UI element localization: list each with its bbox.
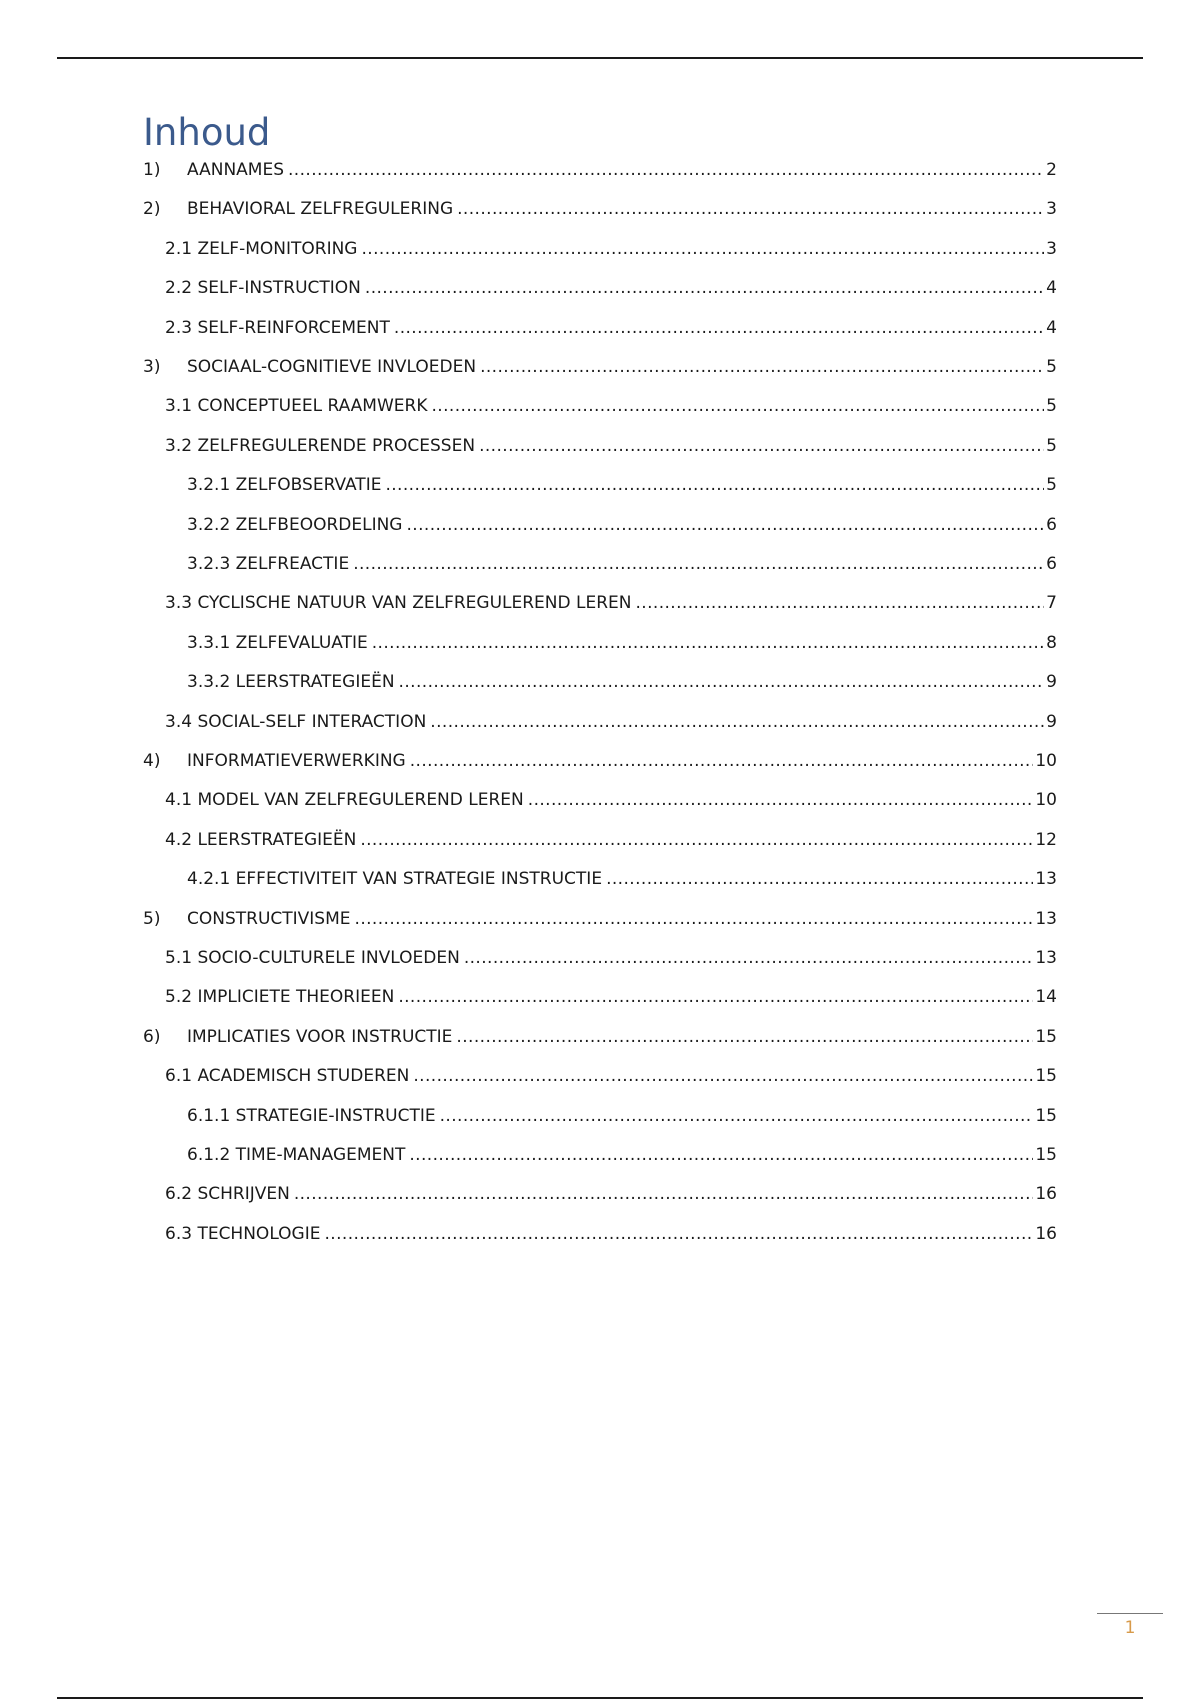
toc-entry-title: 6.3 TECHNOLOGIE xyxy=(165,1223,321,1244)
toc-entry-number: 3) xyxy=(143,357,161,377)
toc-entry-page: 3 xyxy=(1046,238,1057,259)
toc-dot-leader xyxy=(413,1064,1033,1088)
toc-entry-page: 16 xyxy=(1035,1223,1057,1244)
toc-entry-number: 4) xyxy=(143,751,161,771)
toc-entry[interactable] xyxy=(165,828,1057,852)
toc-entry[interactable] xyxy=(165,1182,1057,1206)
toc-entry[interactable] xyxy=(165,788,1057,812)
toc-entry-title: 5.1 SOCIO-CULTURELE INVLOEDEN xyxy=(165,948,460,968)
toc-entry-page: 5 xyxy=(1046,396,1057,417)
toc-dot-leader xyxy=(409,1143,1033,1167)
toc-entry-title: 3.2.3 ZELFREACTIE xyxy=(187,554,350,574)
toc-entry[interactable] xyxy=(165,946,1057,970)
toc-dot-leader xyxy=(294,1182,1034,1206)
toc-entry-title: 6.1.2 TIME-MANAGEMENT xyxy=(187,1145,406,1165)
toc-entry[interactable] xyxy=(165,316,1057,340)
toc-entry-title: 6.1.1 STRATEGIE-INSTRUCTIE xyxy=(187,1105,436,1126)
toc-dot-leader xyxy=(440,1104,1034,1128)
toc-entry[interactable] xyxy=(143,197,1057,221)
toc-title: Inhoud xyxy=(143,111,271,154)
toc-entry-title: 2.2 SELF-INSTRUCTION xyxy=(165,278,361,299)
toc-entry-page: 13 xyxy=(1035,948,1057,968)
toc-entry[interactable] xyxy=(187,1143,1057,1167)
toc-entry-page: 2 xyxy=(1046,160,1057,180)
toc-dot-leader xyxy=(353,552,1044,576)
toc-entry-title: 3.2 ZELFREGULERENDE PROCESSEN xyxy=(165,435,476,456)
toc-dot-leader xyxy=(360,828,1033,852)
toc-entry[interactable] xyxy=(165,276,1057,300)
toc-entry-page: 9 xyxy=(1046,711,1057,732)
toc-entry[interactable] xyxy=(165,237,1057,261)
toc-entry-page: 15 xyxy=(1035,1105,1057,1126)
toc-dot-leader xyxy=(394,316,1044,340)
toc-entry-title: CONSTRUCTIVISME xyxy=(187,908,351,929)
toc-entry-title: 4.2.1 EFFECTIVITEIT VAN STRATEGIE INSTRUCTIE xyxy=(187,869,603,890)
toc-dot-leader xyxy=(456,1025,1033,1049)
toc-entry-title: 5.2 IMPLICIETE THEORIEEN xyxy=(165,987,395,1008)
toc-entry[interactable] xyxy=(165,1064,1057,1088)
toc-entry-page: 15 xyxy=(1035,1145,1057,1165)
toc-dot-leader xyxy=(479,434,1044,458)
toc-entry-page: 13 xyxy=(1035,869,1057,890)
toc-entry-page: 7 xyxy=(1046,593,1057,614)
toc-entry-page: 4 xyxy=(1046,278,1057,299)
toc-entry-number: 1) xyxy=(143,160,161,180)
toc-entry-title: 3.4 SOCIAL-SELF INTERACTION xyxy=(165,711,427,732)
toc-entry-page: 15 xyxy=(1035,1066,1057,1087)
toc-entry-title: 3.3 CYCLISCHE NATUUR VAN ZELFREGULEREND LEREN xyxy=(165,593,632,614)
toc-dot-leader xyxy=(430,710,1044,734)
page-number-rule xyxy=(1097,1613,1163,1614)
toc-entry-title: BEHAVIORAL ZELFREGULERING xyxy=(187,199,454,220)
toc-entry[interactable] xyxy=(165,434,1057,458)
toc-dot-leader xyxy=(361,237,1044,261)
toc-entry[interactable] xyxy=(143,158,1057,182)
toc-entry[interactable] xyxy=(187,1104,1057,1128)
toc-entry-title: 3.2.1 ZELFOBSERVATIE xyxy=(187,475,382,496)
toc-dot-leader xyxy=(457,197,1044,221)
toc-entry[interactable] xyxy=(143,355,1057,379)
toc-dot-leader xyxy=(399,670,1045,694)
toc-entry[interactable] xyxy=(165,591,1057,615)
toc-entry[interactable] xyxy=(165,985,1057,1009)
toc-dot-leader xyxy=(528,788,1034,812)
toc-entry-number: 6) xyxy=(143,1026,161,1047)
toc-dot-leader xyxy=(365,276,1044,300)
toc-entry-page: 10 xyxy=(1035,751,1057,771)
toc-entry-page: 14 xyxy=(1035,987,1057,1008)
toc-entry[interactable] xyxy=(143,749,1057,773)
toc-entry-page: 5 xyxy=(1046,435,1057,456)
toc-dot-leader xyxy=(372,631,1044,655)
toc-entry-title: AANNAMES xyxy=(187,160,284,180)
toc-entry-title: INFORMATIEVERWERKING xyxy=(187,751,406,771)
toc-entry-title: 4.2 LEERSTRATEGIEËN xyxy=(165,829,357,850)
toc-entry[interactable] xyxy=(165,394,1057,418)
toc-dot-leader xyxy=(385,473,1044,497)
toc-entry-title: 2.1 ZELF-MONITORING xyxy=(165,238,358,259)
toc-entry-page: 13 xyxy=(1035,908,1057,929)
toc-dot-leader xyxy=(410,749,1034,773)
toc-entry[interactable] xyxy=(187,670,1057,694)
toc-entry-page: 5 xyxy=(1046,357,1057,377)
toc-entry-number: 5) xyxy=(143,908,161,929)
toc-entry[interactable] xyxy=(143,1025,1057,1049)
toc-entry-title: 3.1 CONCEPTUEEL RAAMWERK xyxy=(165,396,428,417)
toc-entry-page: 6 xyxy=(1046,514,1057,535)
toc-entry[interactable] xyxy=(165,710,1057,734)
toc-entry[interactable] xyxy=(143,907,1057,931)
toc-entry-page: 4 xyxy=(1046,317,1057,338)
toc-dot-leader xyxy=(398,985,1033,1009)
toc-entry[interactable] xyxy=(165,1222,1057,1246)
toc-entry[interactable] xyxy=(187,552,1057,576)
toc-dot-leader xyxy=(464,946,1034,970)
footer-rule xyxy=(57,1697,1143,1699)
toc-dot-leader xyxy=(635,591,1044,615)
toc-entry-number: 2) xyxy=(143,199,161,220)
toc-dot-leader xyxy=(325,1222,1034,1246)
toc-dot-leader xyxy=(606,867,1033,891)
toc-entry[interactable] xyxy=(187,631,1057,655)
toc-dot-leader xyxy=(355,907,1034,931)
toc-dot-leader xyxy=(406,513,1044,537)
toc-entry-title: IMPLICATIES VOOR INSTRUCTIE xyxy=(187,1026,453,1047)
toc-entry-page: 6 xyxy=(1046,554,1057,574)
toc-entry-page: 12 xyxy=(1035,829,1057,850)
toc-entry-page: 3 xyxy=(1046,199,1057,220)
toc-entry-title: 3.3.2 LEERSTRATEGIEËN xyxy=(187,672,395,693)
toc-entry-page: 8 xyxy=(1046,632,1057,653)
toc-entry-page: 5 xyxy=(1046,475,1057,496)
toc-entry-page: 16 xyxy=(1035,1184,1057,1205)
toc-entry-page: 10 xyxy=(1035,790,1057,811)
toc-dot-leader xyxy=(432,394,1045,418)
toc-entry[interactable] xyxy=(187,473,1057,497)
toc-entry-title: 3.2.2 ZELFBEOORDELING xyxy=(187,514,403,535)
toc-entry[interactable] xyxy=(187,867,1057,891)
toc-entry-title: 6.1 ACADEMISCH STUDEREN xyxy=(165,1066,410,1087)
toc-entry-page: 9 xyxy=(1046,672,1057,693)
toc-entry-title: 3.3.1 ZELFEVALUATIE xyxy=(187,632,368,653)
toc-entry[interactable] xyxy=(187,513,1057,537)
toc-entry-title: 6.2 SCHRIJVEN xyxy=(165,1184,290,1205)
toc-dot-leader xyxy=(288,158,1044,182)
toc-entry-title: 2.3 SELF-REINFORCEMENT xyxy=(165,317,390,338)
toc-entry-title: SOCIAAL-COGNITIEVE INVLOEDEN xyxy=(187,357,477,377)
page-number: 1 xyxy=(1124,1618,1136,1638)
toc-entry-page: 15 xyxy=(1035,1026,1057,1047)
toc-dot-leader xyxy=(480,355,1044,379)
toc-entry-title: 4.1 MODEL VAN ZELFREGULEREND LEREN xyxy=(165,790,524,811)
